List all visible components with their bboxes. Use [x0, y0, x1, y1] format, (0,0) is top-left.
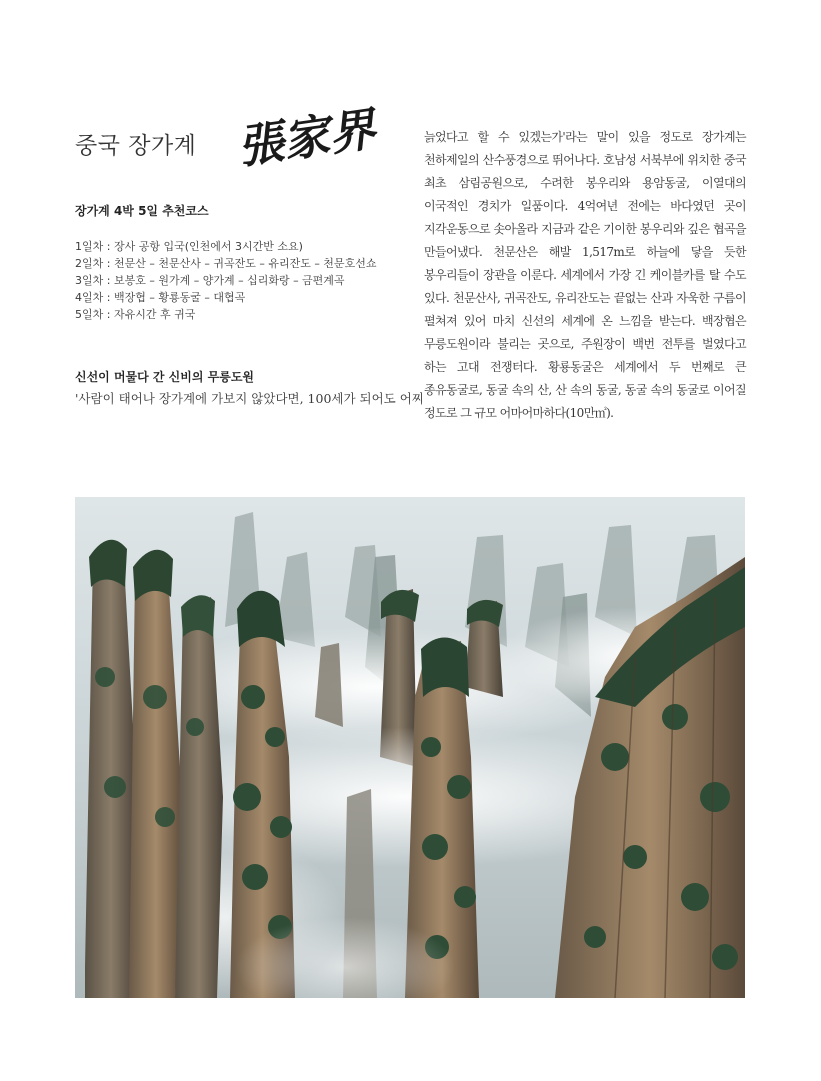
itinerary-day-2: 2일차 : 천문산 – 천문산사 – 귀곡잔도 – 유리잔도 – 천문호선쇼 — [75, 257, 377, 270]
itinerary-day-4: 4일차 : 백장협 – 황룡동굴 – 대협곡 — [75, 291, 246, 304]
itinerary-day-3: 3일차 : 보봉호 – 원가계 – 양가계 – 십리화랑 – 금편계곡 — [75, 274, 345, 287]
zhangjiajie-pillars-illustration — [75, 497, 745, 998]
course-heading: 장가계 4박 5일 추천코스 — [75, 204, 209, 218]
calligraphy-text: 張家界 — [234, 101, 379, 175]
page-title: 중국 장가계 — [75, 133, 197, 159]
itinerary-day-5: 5일차 : 자유시간 후 귀국 — [75, 308, 196, 321]
article-subheading: 신선이 머물다 간 신비의 무릉도원 — [75, 370, 255, 384]
itinerary-day-1: 1일차 : 장사 공항 입국(인천에서 3시간반 소요) — [75, 240, 303, 253]
calligraphy-title — [233, 95, 393, 175]
article-intro: '사람이 태어나 장가계에 가보지 않았다면, 100세가 되어도 어찌 — [75, 391, 424, 406]
itinerary-list — [75, 238, 376, 323]
article-body: 늙었다고 할 수 있겠는가'라는 말이 있을 정도로 장가계는 천하제일의 산수풍경으로 뛰어나다. 호남성 서북부에 위치한 중국 최초 삼림공원으로, 수려한 봉우리와 용암동굴, 이열대의 이국적인 경치가 일품이다. 4억여년 전에는 바다였던 곳이 지각운동으로 솟아올라 지금과 같은 기이한 봉우리와 깊은 협곡을 만들어냈다. 천문산은 해발 1,517m로 하늘에 닿을 듯한 봉우리들이 장관을 이룬다. 세계에서 가장 긴 케이블카를 탈 수도 있다. 천문산사, 귀곡잔도, 유리잔도는 끝없는 산과 자욱한 구름이 펼쳐져 있어 마치 신선의 세계에 온 느낌을 받는다. 백장협은 무릉도원이라 불리는 곳으로, 주원장이 백번 전투를 벌였다고 하는 고대 전쟁터다. 황룡동굴은 세계에서 두 번째로 큰 종유동굴로, 동굴 속의 산, 산 속의 동굴, 동굴 속의 동굴로 이어질 정도로 그 규모 어마어마하다(10만㎡). — [424, 130, 746, 420]
landscape-photo — [75, 497, 745, 998]
